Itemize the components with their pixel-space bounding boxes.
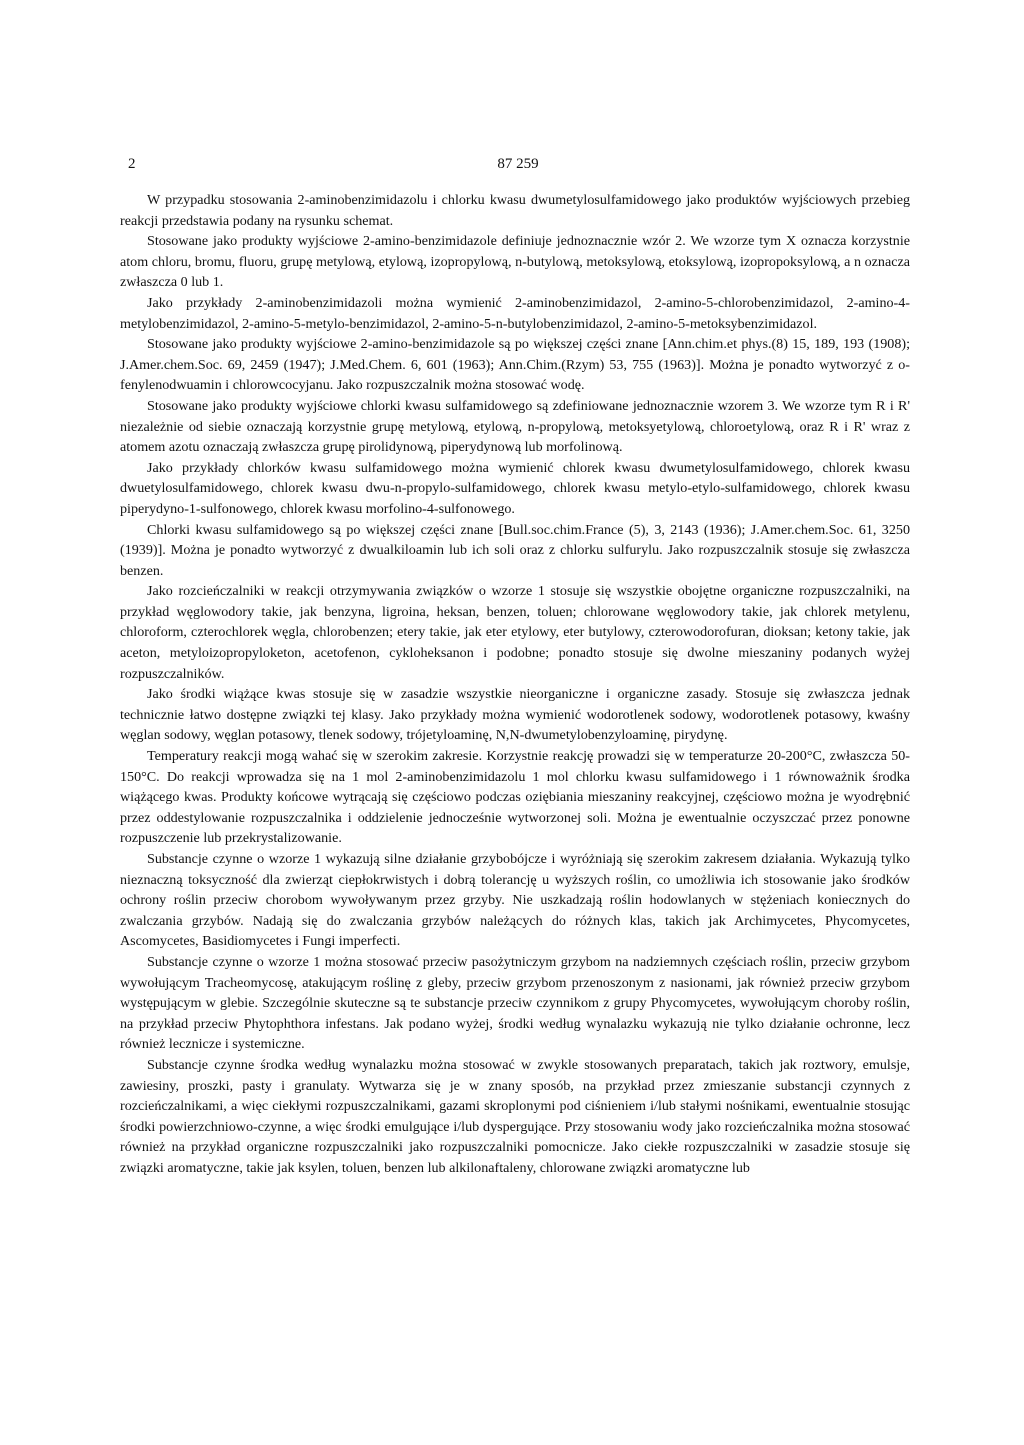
paragraph-diluents: Jako rozcieńczalniki w reakcji otrzymywania związków o wzorze 1 stosuje się wszystkie obojętne organiczne rozpuszczalniki, na przykład węglowodory takie, jak benzyna, ligroina, heksan, benzen, toluen; chlorowane węglowodory takie, jak chlorek metylenu, chloroform, czterochlorek węgla, chlorobenzen; etery takie, jak eter etylowy, eter butylowy, czterowodorofuran, dioksan; ketony takie, jak aceton, metyloizopropyloketon, acetofenon, cykloheksanon i podobne; ponadto stosuje się dwolne mieszaniny podanych wyżej rozpuszczalników. <box>120 583 910 682</box>
paragraph-formula-2: Stosowane jako produkty wyjściowe 2-amino-benzimidazole definiuje jednoznacznie wzór 2. We wzorze tym X oznacza korzystnie atom chloru, bromu, fluoru, grupę metylową, etylową, izopropylową, n-butylową, metoksylową, etoksylową, izopropoksylową, a n oznacza zwłaszcza 0 lub 1. <box>120 233 910 291</box>
paragraph-acid-binders: Jako środki wiążące kwas stosuje się w zasadzie wszystkie nieorganiczne i organiczne zasady. Stosuje się zwłaszcza jednak technicznie łatwo dostępne związki tej klasy. Jako przykłady można wymienić wodorotlenek sodowy, wodorotlenek potasowy, kwaśny węglan sodowy, węglan potasowy, tlenek sodowy, trójetyloaminę, N,N-dwumetylobenzyloaminę, pirydynę. <box>120 686 910 744</box>
page-number: 2 <box>128 156 136 172</box>
paragraph-sulfamide-chloride-examples: Jako przykłady chlorków kwasu sulfamidowego można wymienić chlorek kwasu dwumetylosulfamidowego, chlorek kwasu dwuetylosulfamidowego, chlorek kwasu dwu-n-propylo-sulfamidowego, chlorek kwasu metylo-etylo-sulfamidowego, chlorek kwasu piperydyno-1-sulfonowego, chlorek kwasu morfolino-4-sulfonowego. <box>120 459 910 517</box>
paragraph-formulations: Substancje czynne środka według wynalazku można stosować w zwykle stosowanych preparatach, takich jak roztwory, emulsje, zawiesiny, proszki, pasty i granulaty. Wytwarza się je w znany sposób, na przykład przez zmieszanie substancji czynnych z rozcieńczalnikami, a więc ciekłymi rozpuszczalnikami, gazami skroplonymi pod ciśnieniem i/lub stałymi nośnikami, ewentualnie stosując środki powierzchniowo-czynne, a więc środki emulgujące i/lub dyspergujące. Przy stosowaniu wody jako rozcieńczalnika można stosować również na przykład organiczne rozpuszczalniki jako rozpuszczalniki pomocnicze. Jako ciekłe rozpuszczalniki w zasadzie stosuje się związki aromatyczne, takie jak ksylen, toluen, benzen lub alkilonaftaleny, chlorowane związki aromatyczne lub <box>120 1056 910 1176</box>
paragraph-fungicidal-action: Substancje czynne o wzorze 1 wykazują silne działanie grzybobójcze i wyróżniają się szerokim zakresem działania. Wykazują tylko nieznaczną toksyczność dla zwierząt ciepłokrwistych i dobrą tolerancję u wyższych roślin, co umożliwia ich stosowanie jako środków ochrony roślin przeciw chorobom wywoływanym przez grzyby. Nie uszkadzają roślin hodowlanych w stężeniach koniecznych do zwalczania grzybów. Nadają się do zwalczania grzybów należących do różnych klas, takich jak Archimycetes, Phycomycetes, Ascomycetes, Basidiomycetes i Fungi imperfecti. <box>120 851 910 950</box>
paragraph-reaction-temperature: Temperatury reakcji mogą wahać się w szerokim zakresie. Korzystnie reakcję prowadzi się w temperaturze 20-200°C, zwłaszcza 50-150°C. Do reakcji wprowadza się na 1 mol 2-aminobenzimidazolu 1 mol chlorku kwasu sulfamidowego i 1 równoważnik środka wiążącego kwas. Produkty końcowe wytrącają się częściowo podczas oziębiania mieszaniny reakcyjnej, częściowo można je wyodrębnić przez oddestylowanie rozpuszczalnika i oddzielenie jednocześnie wytworzonej soli. Można je ewentualnie oczyszczać przez ponowne rozpuszczenie lub przekrystalizowanie. <box>120 748 910 847</box>
patent-number: 87 259 <box>497 156 539 172</box>
paragraph-application: Substancje czynne o wzorze 1 można stosować przeciw pasożytniczym grzybom na nadziemnych częściach roślin, przeciw grzybom wywołującym Tracheomycosę, atakującym roślinę z gleby, przeciw grzybom przenoszonym z nasionami, jak również przeciw grzybom występującym w glebie. Szczególnie skuteczne są te substancje przeciw czynnikom z grupy Phycomycetes, wywołującym choroby roślin, na przykład przeciw Phytophthora infestans. Jak podano wyżej, środki według wynalazku wykazują nie tylko działanie ochronne, lecz również lecznicze i systemiczne. <box>120 953 910 1053</box>
paragraph-aminobenzimidazole-references: Stosowane jako produkty wyjściowe 2-amino-benzimidazole są po większej części znane [Ann.chim.et phys.(8) 15, 189, 193 (1908); J.Amer.chem.Soc. 69, 2459 (1947); J.Med.Chem. 6, 601 (1963); Ann.Chim.(Rzym) 53, 755 (1963)]. Można je ponadto wytworzyć z o-fenylenodwuamin i chlorowcocyjanu. Jako rozpuszczalnik można stosować wodę. <box>120 336 910 394</box>
paragraph-formula-3: Stosowane jako produkty wyjściowe chlorki kwasu sulfamidowego są zdefiniowane jednoznacznie wzorem 3. We wzorze tym R i R' niezależnie od siebie oznaczają korzystnie grupę metylową, etylową, n-propylową, metoksyetylową, chloroetylową, oraz R i R' wraz z atomem azotu oznaczają zwłaszcza grupę pirolidynową, piperydynową lub morfolinową. <box>120 397 910 456</box>
paragraph-reaction-scheme: W przypadku stosowania 2-aminobenzimidazolu i chlorku kwasu dwumetylosulfamidowego jako produktów wyjściowych przebieg reakcji przedstawia podany na rysunku schemat. <box>120 192 910 229</box>
paragraph-aminobenzimidazole-examples: Jako przykłady 2-aminobenzimidazoli można wymienić 2-aminobenzimidazol, 2-amino-5-chlorobenzimidazol, 2-amino-4-metylobenzimidazol, 2-amino-5-metylo-benzimidazol, 2-amino-5-n-butylobenzimidazol, 2-amino-5-metoksybenzimidazol. <box>120 294 910 332</box>
paragraph-sulfamide-chloride-references: Chlorki kwasu sulfamidowego są po większej części znane [Bull.soc.chim.France (5), 3, 2143 (1936); J.Amer.chem.Soc. 61, 3250 (1939)]. Można je ponadto wytworzyć z dwualkiloamin lub ich soli oraz z chlorku sulfurylu. Jako rozpuszczalnik stosuje się zwłaszcza benzen. <box>120 521 910 579</box>
page-header <box>128 156 908 178</box>
body-text <box>120 190 910 1179</box>
